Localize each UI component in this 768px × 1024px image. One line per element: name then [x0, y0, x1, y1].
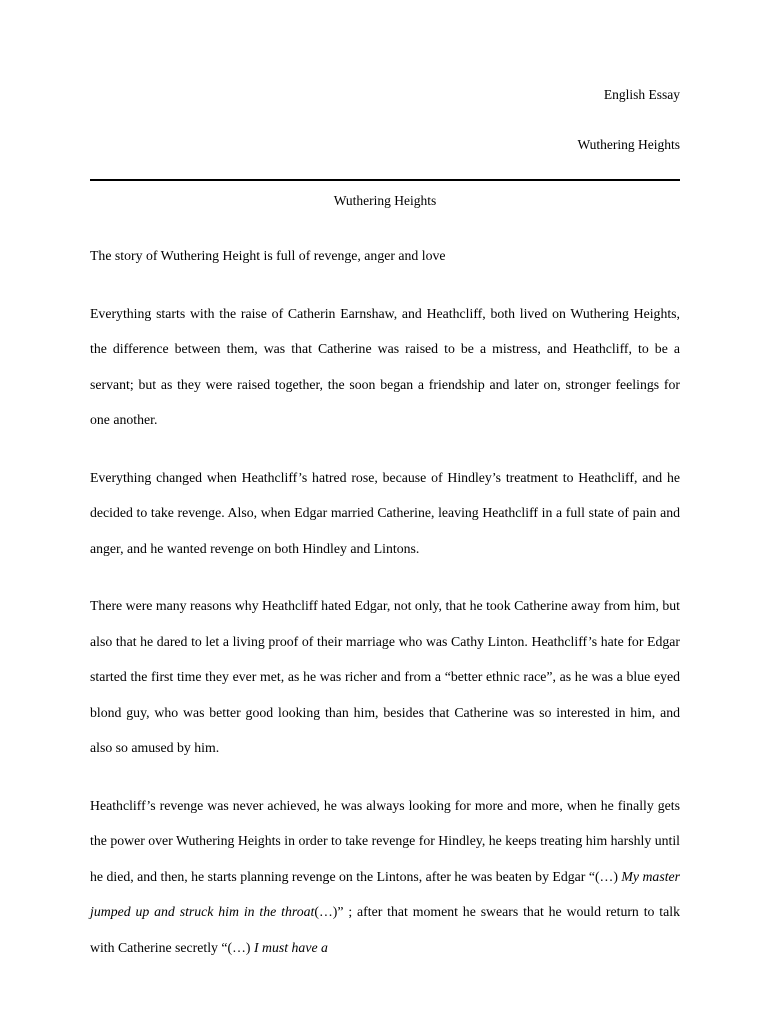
paragraph-4-quote-1: My master jumped up and struck him in the throat: [90, 868, 681, 919]
page-title: Wuthering Heights: [333, 193, 437, 208]
header-course-label: English Essay: [603, 87, 680, 102]
paragraph-4-prefix: Heathcliff’s revenge was never achieved, he was always looking for more and more, when he finally gets the power over Wuthering Heights in order to take revenge for Hindley, he keeps treating him harshly until he died, and then, he starts planning revenge on the Lintons, after he was beaten by Edgar “(…): [90, 797, 680, 884]
paragraph-4-quote-2: I must have a: [253, 939, 328, 955]
paragraph-intro: The story of Wuthering Height is full of revenge, anger and love: [90, 248, 446, 263]
paragraph-2: Everything changed when Heathcliff’s hatred rose, because of Hindley’s treatment to Heathcliff, and he decided to take revenge. Also, when Edgar married Catherine, leaving Heathcliff in a full state of pain and anger, and he wanted revenge on both Hindley and Lintons.: [90, 469, 680, 556]
document-body: [90, 238, 680, 965]
paragraph-4: [90, 788, 680, 966]
header-divider: [90, 179, 680, 181]
paragraph-3: There were many reasons why Heathcliff hated Edgar, not only, that he took Catherine away from him, but also that he dared to let a living proof of their marriage who was Cathy Linton. Heathcliff’s hate for Edgar started the first time they ever met, as he was richer and from a “better ethnic race”, as he was a blue eyed blond guy, who was better good looking than him, besides that Catherine was so interested in him, and also so amused by him.: [90, 598, 680, 755]
paragraph-1: Everything starts with the raise of Catherin Earnshaw, and Heathcliff, both lived on Wuthering Heights, the difference between them, was that Catherine was raised to be a mistress, and Heathcliff, to be a servant; but as they were raised together, the soon began a friendship and later on, stronger feelings for one another.: [90, 305, 680, 427]
header-subject-label: Wuthering Heights: [577, 136, 680, 152]
paragraph-4-middle: (…)” ; after that moment he swears that he would return to talk with Catherine secretly “(…): [90, 904, 680, 955]
document-header: [90, 88, 680, 151]
